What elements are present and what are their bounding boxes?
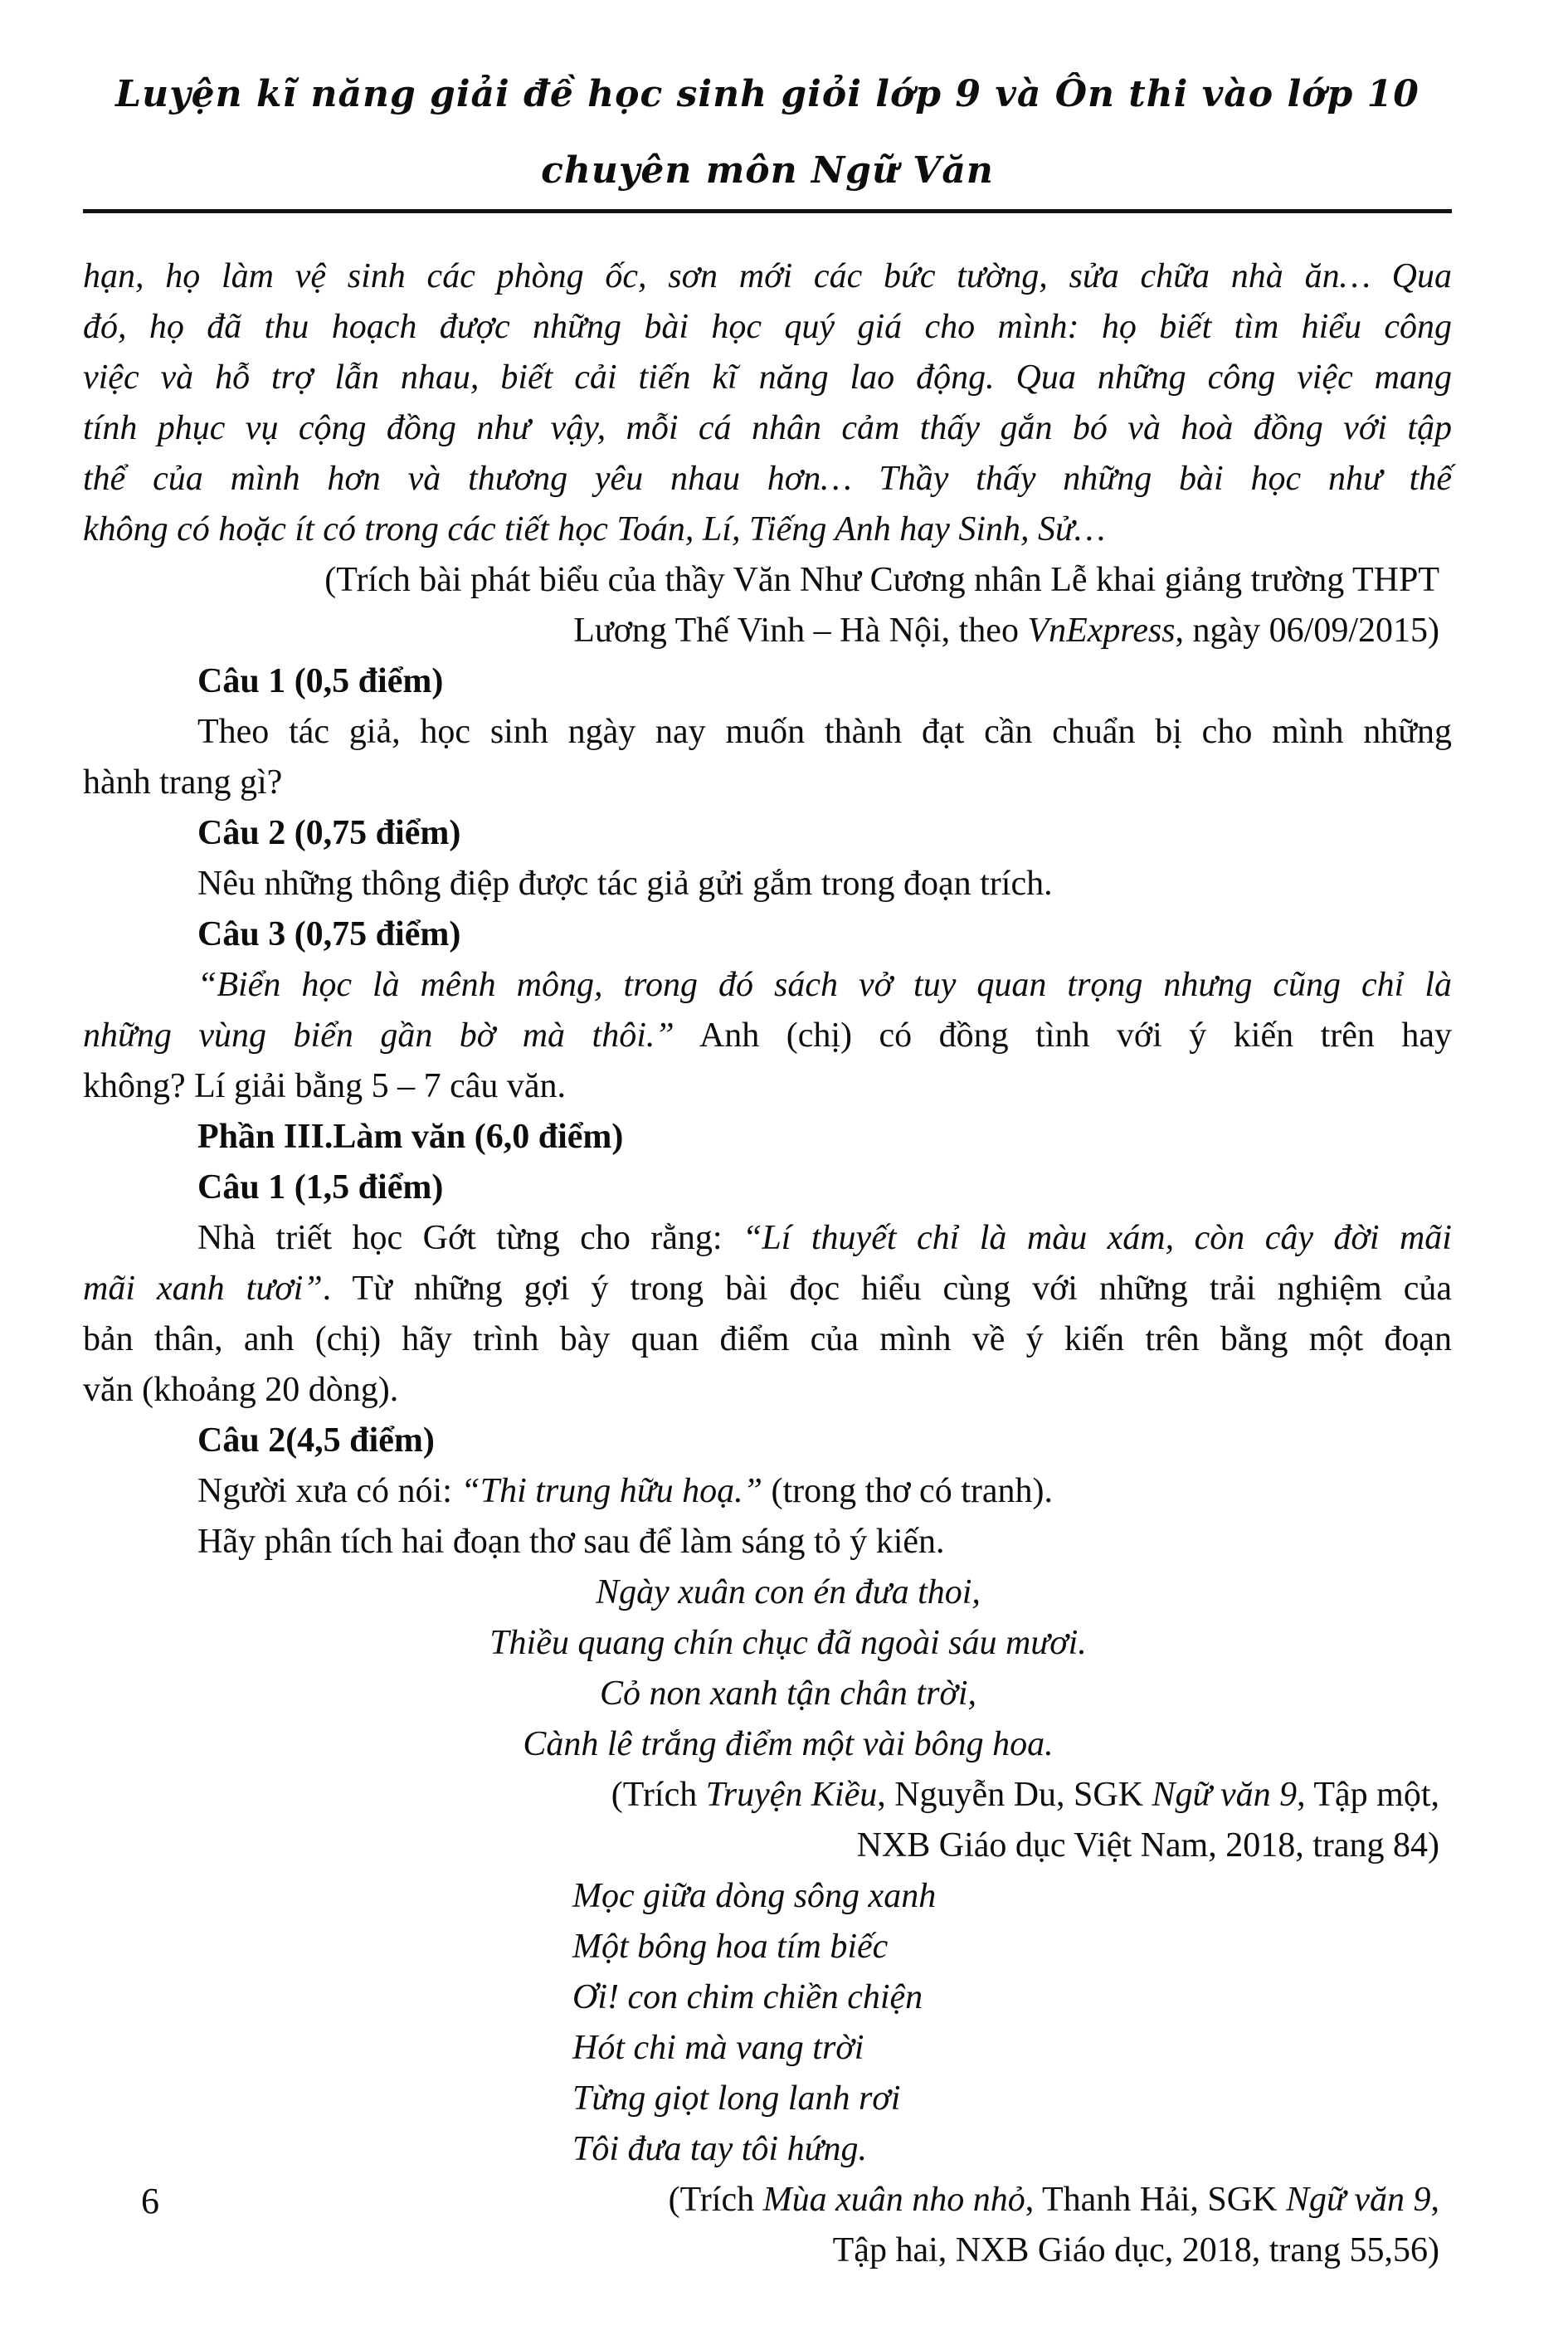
citation-work-title: Truyện Kiều [705,1776,878,1814]
question-text: Nhà triết học Gớt từng cho rằng: [197,1219,743,1257]
question-3-text-line [83,1011,1452,1061]
running-header [83,0,1452,213]
part3-question-1-text-line [83,1213,1452,1264]
citation-book-title: Ngữ văn 9 [1285,2181,1431,2219]
speech-citation-line [83,606,1452,656]
poem-kieu-line: Ngày xuân con én đưa thoi, [596,1573,981,1611]
question-3-heading: Câu 3 (0,75 điểm) [197,915,461,953]
part3-question-2-heading: Câu 2(4,5 điểm) [197,1421,435,1460]
poem-muaxuan-line: Từng giọt long lanh rơi [572,2079,901,2118]
poem-muaxuan-line: Tôi đưa tay tôi hứng. [572,2130,867,2168]
citation-source-name: VnExpress [1027,612,1176,650]
question-text: (trong thơ có tranh). [762,1472,1053,1510]
excerpt-line: đó, họ đã thu hoạch được những bài học quý giá cho mình: họ biết tìm hiểu công [83,308,1452,346]
question-1-heading: Câu 1 (0,5 điểm) [197,662,444,700]
citation-text: Lương Thế Vinh – Hà Nội, theo [573,612,1028,650]
part3-question-1-text-line [83,1264,1452,1314]
excerpt-line: thể của mình hơn và thương yêu nhau hơn… Thầy thấy những bài học như thế [83,460,1452,498]
kieu-citation-line [83,1770,1452,1821]
poem-muaxuan-line: Ơi! con chim chiền chiện [572,1978,923,2016]
question-3-text-line: không? Lí giải bằng 5 – 7 câu văn. [83,1067,567,1105]
page-content [83,251,1452,2276]
question-3-quote-line: “Biển học là mênh mông, trong đó sách vở tuy quan trọng nhưng cũng chỉ là [197,966,1452,1004]
part3-question-2-text-line [83,1466,1452,1517]
speech-citation-line: (Trích bài phát biểu của thầy Văn Như Cương nhân Lễ khai giảng trường THPT [324,561,1439,599]
muaxuan-citation-line: Tập hai, NXB Giáo dục, 2018, trang 55,56) [832,2231,1439,2269]
citation-text: (Trích [668,2181,763,2219]
poem-kieu-line: Cỏ non xanh tận chân trời, [599,1675,977,1713]
citation-text: (Trích [611,1776,706,1814]
citation-book-title: Ngữ văn 9 [1152,1776,1298,1814]
question-text: . Từ những gợi ý trong bài đọc hiểu cùng với những trải nghiệm của [322,1270,1452,1308]
quote-text: mãi xanh tươi” [83,1270,323,1308]
citation-text: , Tập một, [1297,1776,1439,1814]
question-2-text-line: Nêu những thông điệp được tác giả gửi gắm trong đoạn trích. [197,865,1053,903]
page-number: 6 [141,2181,159,2221]
part-3-heading: Phần III.Làm văn (6,0 điểm) [197,1118,624,1156]
quote-text: những vùng biển gần bờ mà thôi.” [83,1016,674,1055]
poem-muaxuan-line: Hót chi mà vang trời [572,2029,864,2067]
quote-text: “Lí thuyết chỉ là màu xám, còn cây đời mãi [743,1219,1452,1257]
citation-text: , ngày 06/09/2015) [1175,612,1439,650]
part3-question-1-text-line: bản thân, anh (chị) hãy trình bày quan điểm của mình về ý kiến trên bằng một đoạn [83,1320,1452,1358]
question-1-text-line: hành trang gì? [83,763,283,802]
quote-text: “Thi trung hữu hoạ.” [460,1472,763,1510]
muaxuan-citation-line [83,2175,1452,2225]
citation-text: , Nguyễn Du, SGK [877,1776,1152,1814]
poem-kieu-line: Thiều quang chín chục đã ngoài sáu mươi. [489,1624,1087,1662]
running-header-title: Luyện kĩ năng giải đề học sinh giỏi lớp 9 và Ôn thi vào lớp 10 chuyên môn Ngữ Văn [115,73,1419,192]
part3-question-1-text-line: văn (khoảng 20 dòng). [83,1371,399,1409]
citation-text: , [1430,2181,1439,2219]
kieu-citation-line: NXB Giáo dục Việt Nam, 2018, trang 84) [856,1826,1439,1865]
question-text: Người xưa có nói: [197,1472,461,1510]
question-1-text-line: Theo tác giả, học sinh ngày nay muốn thành đạt cần chuẩn bị cho mình những [197,713,1452,751]
poem-muaxuan-line: Một bông hoa tím biếc [572,1928,889,1966]
citation-work-title: Mùa xuân nho nhỏ [762,2181,1025,2219]
poem-kieu-line: Cành lê trắng điểm một vài bông hoa. [523,1725,1054,1763]
citation-text: , Thanh Hải, SGK [1025,2181,1286,2219]
question-2-heading: Câu 2 (0,75 điểm) [197,814,461,852]
excerpt-line: tính phục vụ cộng đồng như vậy, mỗi cá nhân cảm thấy gắn bó và hoà đồng với tập [83,409,1452,447]
excerpt-line: việc và hỗ trợ lẫn nhau, biết cải tiến kĩ năng lao động. Qua những công việc mang [83,358,1452,397]
part3-question-1-heading: Câu 1 (1,5 điểm) [197,1168,444,1207]
question-text: Anh (chị) có đồng tình với ý kiến trên hay [674,1016,1453,1055]
excerpt-line: không có hoặc ít có trong các tiết học Toán, Lí, Tiếng Anh hay Sinh, Sử… [83,510,1106,548]
excerpt-line: hạn, họ làm vệ sinh các phòng ốc, sơn mới các bức tường, sửa chữa nhà ăn… Qua [83,257,1452,295]
poem-muaxuan-line: Mọc giữa dòng sông xanh [572,1877,937,1915]
part3-question-2-text-line: Hãy phân tích hai đoạn thơ sau để làm sáng tỏ ý kiến. [197,1523,945,1561]
